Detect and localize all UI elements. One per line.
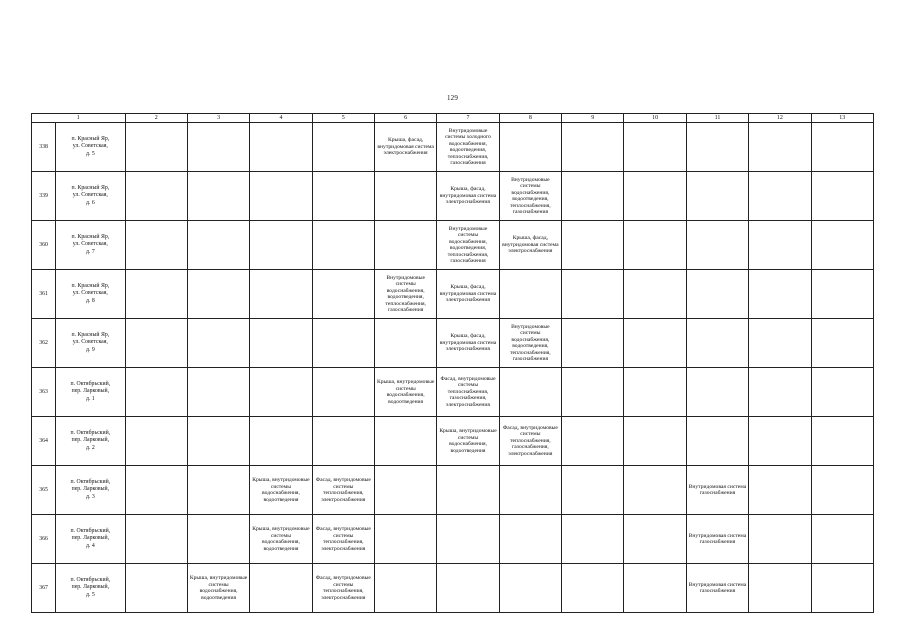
work-cell-col-9 — [562, 564, 624, 613]
work-cell-col-3 — [187, 417, 249, 466]
address-line: пер. Ларковый, — [71, 388, 110, 395]
work-cell-col-10 — [624, 319, 686, 368]
work-cell-col-11 — [686, 221, 748, 270]
column-header-11: 11 — [686, 114, 748, 123]
address-line: д. 9 — [85, 346, 95, 353]
address-line: п. Красный Яр, — [71, 135, 110, 142]
table-row — [32, 417, 874, 466]
work-cell-col-4 — [250, 466, 312, 515]
work-cell-col-5 — [312, 564, 374, 613]
column-header-12: 12 — [749, 114, 811, 123]
work-cell-col-7 — [437, 466, 499, 515]
work-description: Внутридомовые системы водоснабжения, водоотведения, теплоснабжения, газоснабжения — [510, 323, 551, 362]
work-cell-col-2 — [125, 466, 187, 515]
work-cell-col-5 — [312, 466, 374, 515]
work-cell-col-2 — [125, 221, 187, 270]
work-cell-col-7 — [437, 515, 499, 564]
work-cell-col-4 — [250, 515, 312, 564]
address-line: д. 4 — [85, 542, 95, 549]
row-number: 364 — [32, 417, 56, 466]
work-cell-col-12 — [749, 221, 811, 270]
work-description: Внутридомовые системы водоснабжения, водоотведения, теплоснабжения, газоснабжения — [510, 176, 551, 215]
address-line: пер. Ларковый, — [71, 486, 110, 493]
work-cell-col-6 — [374, 417, 436, 466]
work-cell-col-3 — [187, 515, 249, 564]
row-number: 338 — [32, 123, 56, 172]
address-line: п. Октябрьский, — [70, 478, 111, 485]
work-cell-col-13 — [811, 221, 874, 270]
work-cell-col-11 — [686, 368, 748, 417]
column-header-2: 2 — [125, 114, 187, 123]
work-cell-col-3 — [187, 270, 249, 319]
work-cell-col-11 — [686, 270, 748, 319]
work-cell-col-5 — [312, 319, 374, 368]
work-description: Фасад, внутридомовые системы теплоснабжения, электроснабжения — [315, 575, 371, 601]
work-description: Фасад, внутридомовые системы теплоснабжения, газоснабжения, электроснабжения — [440, 375, 496, 408]
address-line: д. 7 — [85, 248, 95, 255]
work-cell-col-13 — [811, 319, 874, 368]
address-cell — [56, 221, 125, 270]
work-cell-col-7 — [437, 564, 499, 613]
column-header-4: 4 — [250, 114, 312, 123]
address-line: ул. Советская, — [72, 192, 108, 199]
work-cell-col-7 — [437, 417, 499, 466]
work-cell-col-12 — [749, 417, 811, 466]
work-cell-col-8 — [499, 466, 561, 515]
work-cell-col-10 — [624, 270, 686, 319]
row-number: 362 — [32, 319, 56, 368]
work-cell-col-11 — [686, 319, 748, 368]
address-line: ул. Советская, — [72, 143, 108, 150]
work-cell-col-4 — [250, 417, 312, 466]
row-number: 366 — [32, 515, 56, 564]
work-cell-col-8 — [499, 319, 561, 368]
work-cell-col-12 — [749, 270, 811, 319]
work-cell-col-7 — [437, 270, 499, 319]
work-cell-col-9 — [562, 515, 624, 564]
table-row — [32, 319, 874, 368]
work-cell-col-10 — [624, 515, 686, 564]
work-cell-col-6 — [374, 466, 436, 515]
work-cell-col-6 — [374, 221, 436, 270]
work-description: Внутридомовые системы холодного водоснабжения, водоотведения, теплоснабжения, газоснабжения — [445, 127, 491, 166]
address-line: ул. Советская, — [72, 241, 108, 248]
work-cell-col-4 — [250, 270, 312, 319]
page-number: 129 — [446, 94, 459, 102]
work-cell-col-12 — [749, 515, 811, 564]
work-cell-col-2 — [125, 564, 187, 613]
work-cell-col-10 — [624, 221, 686, 270]
work-cell-col-9 — [562, 466, 624, 515]
table-row — [32, 123, 874, 172]
work-cell-col-10 — [624, 417, 686, 466]
work-cell-col-6 — [374, 368, 436, 417]
address-line: д. 1 — [85, 395, 95, 402]
work-cell-col-7 — [437, 221, 499, 270]
work-cell-col-5 — [312, 515, 374, 564]
work-description: Крыша, внутридомовые системы водоснабжения, водоотведения — [252, 526, 310, 552]
column-header-5: 5 — [312, 114, 374, 123]
address-cell — [56, 319, 125, 368]
work-cell-col-6 — [374, 515, 436, 564]
table-row — [32, 221, 874, 270]
work-cell-col-8 — [499, 221, 561, 270]
address-cell — [56, 417, 125, 466]
column-header-13: 13 — [811, 114, 874, 123]
row-number: 360 — [32, 221, 56, 270]
work-description: Внутридомовая система газоснабжения — [688, 483, 747, 496]
work-cell-col-4 — [250, 368, 312, 417]
work-cell-col-9 — [562, 319, 624, 368]
address-line: д. 5 — [85, 591, 95, 598]
work-cell-col-8 — [499, 564, 561, 613]
work-cell-col-13 — [811, 172, 874, 221]
work-cell-col-5 — [312, 270, 374, 319]
work-cell-col-10 — [624, 368, 686, 417]
address-line: п. Красный Яр, — [71, 233, 110, 240]
work-cell-col-6 — [374, 564, 436, 613]
work-cell-col-8 — [499, 368, 561, 417]
address-line: ул. Советская, — [72, 290, 108, 297]
work-description: Фасад, внутридомовые системы теплоснабжения, электроснабжения — [315, 477, 371, 503]
work-description: Крыша, фасад, внутридомовая система электроснабжения — [439, 284, 497, 304]
work-description: Фасад, внутридомовые системы теплоснабжения, электроснабжения — [315, 526, 371, 552]
work-cell-col-8 — [499, 270, 561, 319]
work-cell-col-10 — [624, 466, 686, 515]
capital-repair-table — [31, 113, 874, 613]
work-cell-col-10 — [624, 172, 686, 221]
address-line: п. Октябрьский, — [70, 380, 111, 387]
work-cell-col-4 — [250, 221, 312, 270]
work-cell-col-13 — [811, 564, 874, 613]
work-cell-col-5 — [312, 368, 374, 417]
row-number: 361 — [32, 270, 56, 319]
table-row — [32, 515, 874, 564]
table-row — [32, 172, 874, 221]
address-line: пер. Ларковый, — [71, 437, 110, 444]
column-header-10: 10 — [624, 114, 686, 123]
work-cell-col-3 — [187, 368, 249, 417]
work-description: Внутридомовые системы водоснабжения, водоотведения, теплоснабжения, газоснабжения — [385, 274, 426, 313]
work-cell-col-11 — [686, 172, 748, 221]
work-cell-col-12 — [749, 172, 811, 221]
work-cell-col-7 — [437, 319, 499, 368]
work-cell-col-6 — [374, 123, 436, 172]
work-cell-col-13 — [811, 270, 874, 319]
table-body — [32, 123, 874, 613]
work-cell-col-4 — [250, 172, 312, 221]
work-description: Крыша, внутридомовые системы водоснабжения, водоотведения — [376, 379, 435, 405]
address-line: пер. Ларковый, — [71, 584, 110, 591]
work-cell-col-13 — [811, 123, 874, 172]
column-header-9: 9 — [562, 114, 624, 123]
table-row — [32, 466, 874, 515]
column-header-1: 1 — [32, 114, 126, 123]
work-cell-col-5 — [312, 221, 374, 270]
work-description: Внутридомовая система газоснабжения — [688, 532, 747, 545]
work-cell-col-2 — [125, 172, 187, 221]
work-cell-col-3 — [187, 466, 249, 515]
work-cell-col-7 — [437, 172, 499, 221]
work-cell-col-12 — [749, 564, 811, 613]
work-cell-col-13 — [811, 417, 874, 466]
address-line: д. 3 — [85, 493, 95, 500]
work-description: Крыша, фасад, внутридомовая система электроснабжения — [439, 186, 497, 206]
address-cell — [56, 466, 125, 515]
address-line: д. 2 — [85, 444, 95, 451]
work-cell-col-4 — [250, 319, 312, 368]
work-cell-col-2 — [125, 270, 187, 319]
work-cell-col-12 — [749, 319, 811, 368]
work-description: Крыша, фасад, внутридомовая система электроснабжения — [502, 235, 559, 255]
work-cell-col-11 — [686, 466, 748, 515]
work-description: Крыша, фасад, внутридомовая система электроснабжения — [439, 333, 497, 353]
address-line: п. Красный Яр, — [71, 282, 110, 289]
work-cell-col-8 — [499, 417, 561, 466]
work-cell-col-9 — [562, 123, 624, 172]
work-cell-col-6 — [374, 172, 436, 221]
work-cell-col-4 — [250, 123, 312, 172]
work-description: Внутридомовые системы водоснабжения, водоотведения, теплоснабжения, газоснабжения — [447, 225, 489, 264]
address-cell — [56, 123, 125, 172]
address-line: д. 5 — [85, 150, 95, 157]
address-cell — [56, 172, 125, 221]
address-cell — [56, 270, 125, 319]
address-line: п. Красный Яр, — [71, 331, 110, 338]
work-cell-col-2 — [125, 368, 187, 417]
work-description: Крыша, фасад, внутридомовая система электроснабжения — [377, 137, 434, 157]
work-cell-col-13 — [811, 368, 874, 417]
work-cell-col-3 — [187, 221, 249, 270]
address-line: п. Красный Яр, — [71, 184, 110, 191]
work-cell-col-6 — [374, 270, 436, 319]
row-number: 367 — [32, 564, 56, 613]
row-number: 365 — [32, 466, 56, 515]
work-cell-col-5 — [312, 123, 374, 172]
table-row — [32, 564, 874, 613]
work-cell-col-9 — [562, 221, 624, 270]
work-cell-col-7 — [437, 123, 499, 172]
work-cell-col-5 — [312, 417, 374, 466]
work-cell-col-3 — [187, 123, 249, 172]
work-cell-col-10 — [624, 123, 686, 172]
work-cell-col-3 — [187, 319, 249, 368]
work-cell-col-11 — [686, 417, 748, 466]
address-line: д. 8 — [85, 297, 95, 304]
column-header-3: 3 — [187, 114, 249, 123]
work-cell-col-9 — [562, 270, 624, 319]
column-header-8: 8 — [499, 114, 561, 123]
work-cell-col-2 — [125, 123, 187, 172]
work-cell-col-5 — [312, 172, 374, 221]
table-row — [32, 368, 874, 417]
address-cell — [56, 564, 125, 613]
work-cell-col-12 — [749, 123, 811, 172]
table-header-row — [32, 114, 874, 123]
work-cell-col-11 — [686, 564, 748, 613]
work-cell-col-2 — [125, 515, 187, 564]
work-cell-col-2 — [125, 319, 187, 368]
work-description: Крыша, внутридомовые системы водоснабжения, водоотведения — [252, 477, 310, 503]
work-cell-col-3 — [187, 564, 249, 613]
row-number: 363 — [32, 368, 56, 417]
work-cell-col-13 — [811, 466, 874, 515]
column-header-7: 7 — [437, 114, 499, 123]
work-cell-col-3 — [187, 172, 249, 221]
address-line: пер. Ларковый, — [71, 535, 110, 542]
work-cell-col-12 — [749, 368, 811, 417]
work-cell-col-9 — [562, 368, 624, 417]
work-cell-col-4 — [250, 564, 312, 613]
address-line: п. Октябрьский, — [70, 576, 111, 583]
work-cell-col-11 — [686, 515, 748, 564]
work-cell-col-6 — [374, 319, 436, 368]
work-description: Внутридомовая система газоснабжения — [688, 581, 747, 594]
work-cell-col-11 — [686, 123, 748, 172]
work-cell-col-10 — [624, 564, 686, 613]
work-cell-col-9 — [562, 417, 624, 466]
row-number: 339 — [32, 172, 56, 221]
work-description: Крыша, внутридомовые системы водоснабжения, водоотведения — [189, 575, 248, 601]
work-cell-col-9 — [562, 172, 624, 221]
address-line: д. 6 — [85, 199, 95, 206]
address-line: п. Октябрьский, — [70, 527, 111, 534]
work-cell-col-12 — [749, 466, 811, 515]
work-description: Крыша, внутридомовые системы водоснабжения, водоотведения — [439, 428, 497, 454]
work-cell-col-13 — [811, 515, 874, 564]
address-line: п. Октябрьский, — [70, 429, 111, 436]
work-cell-col-8 — [499, 172, 561, 221]
work-cell-col-8 — [499, 123, 561, 172]
work-cell-col-7 — [437, 368, 499, 417]
table-row — [32, 270, 874, 319]
work-description: Фасад, внутридомовые системы теплоснабжения, газоснабжения, электроснабжения — [502, 424, 558, 457]
work-cell-col-8 — [499, 515, 561, 564]
address-cell — [56, 515, 125, 564]
column-header-6: 6 — [374, 114, 436, 123]
work-cell-col-2 — [125, 417, 187, 466]
address-cell — [56, 368, 125, 417]
address-line: ул. Советская, — [72, 339, 108, 346]
